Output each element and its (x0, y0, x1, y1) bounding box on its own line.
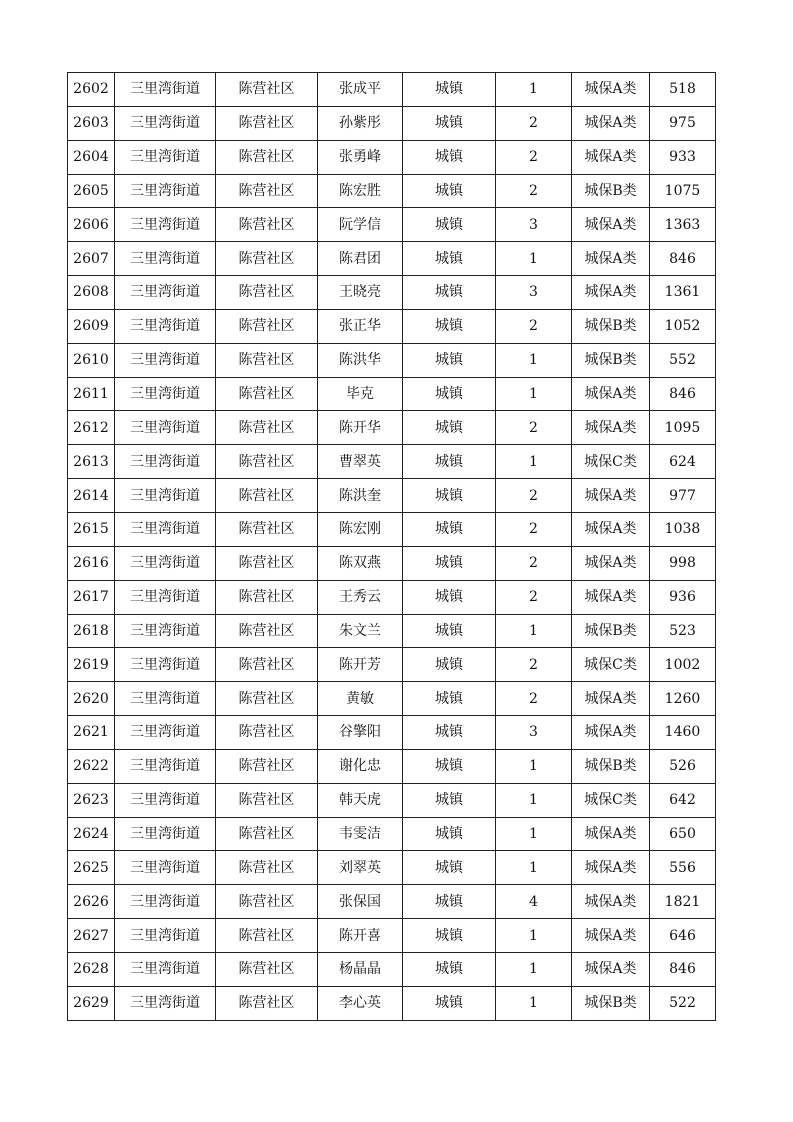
area-type-cell: 城镇 (403, 276, 496, 310)
assistance-type-cell: 城保A类 (572, 276, 650, 310)
community-cell: 陈营社区 (216, 343, 318, 377)
community-cell: 陈营社区 (216, 377, 318, 411)
street-cell: 三里湾街道 (115, 546, 216, 580)
name-cell: 陈开芳 (318, 648, 403, 682)
area-type-cell: 城镇 (403, 817, 496, 851)
assistance-type-cell: 城保A类 (572, 512, 650, 546)
amount-cell: 1038 (650, 512, 716, 546)
assistance-type-cell: 城保A类 (572, 208, 650, 242)
amount-cell: 1363 (650, 208, 716, 242)
household-size-cell: 2 (496, 512, 572, 546)
table-row (68, 208, 716, 242)
assistance-type-cell: 城保A类 (572, 140, 650, 174)
assistance-type-cell: 城保C类 (572, 445, 650, 479)
street-cell: 三里湾街道 (115, 411, 216, 445)
amount-cell: 1460 (650, 716, 716, 750)
assistance-type-cell: 城保A类 (572, 242, 650, 276)
assistance-type-cell: 城保A类 (572, 851, 650, 885)
area-type-cell: 城镇 (403, 73, 496, 107)
community-cell: 陈营社区 (216, 783, 318, 817)
name-cell: 张正华 (318, 309, 403, 343)
street-cell: 三里湾街道 (115, 309, 216, 343)
amount-cell: 1075 (650, 174, 716, 208)
name-cell: 谷擎阳 (318, 716, 403, 750)
area-type-cell: 城镇 (403, 377, 496, 411)
community-cell: 陈营社区 (216, 140, 318, 174)
assistance-type-cell: 城保B类 (572, 309, 650, 343)
street-cell: 三里湾街道 (115, 106, 216, 140)
name-cell: 陈宏刚 (318, 512, 403, 546)
amount-cell: 977 (650, 479, 716, 513)
community-cell: 陈营社区 (216, 885, 318, 919)
street-cell: 三里湾街道 (115, 580, 216, 614)
community-cell: 陈营社区 (216, 986, 318, 1020)
name-cell: 陈宏胜 (318, 174, 403, 208)
amount-cell: 522 (650, 986, 716, 1020)
assistance-type-cell: 城保B类 (572, 749, 650, 783)
household-size-cell: 1 (496, 377, 572, 411)
household-size-cell: 2 (496, 174, 572, 208)
row-number-cell: 2623 (68, 783, 115, 817)
row-number-cell: 2629 (68, 986, 115, 1020)
table-row (68, 106, 716, 140)
table-row (68, 512, 716, 546)
street-cell: 三里湾街道 (115, 648, 216, 682)
street-cell: 三里湾街道 (115, 445, 216, 479)
household-size-cell: 1 (496, 343, 572, 377)
assistance-type-cell: 城保A类 (572, 411, 650, 445)
name-cell: 张成平 (318, 73, 403, 107)
community-cell: 陈营社区 (216, 106, 318, 140)
name-cell: 杨晶晶 (318, 952, 403, 986)
name-cell: 陈开华 (318, 411, 403, 445)
assistance-type-cell: 城保A类 (572, 479, 650, 513)
community-cell: 陈营社区 (216, 174, 318, 208)
community-cell: 陈营社区 (216, 242, 318, 276)
name-cell: 朱文兰 (318, 614, 403, 648)
roster-body (68, 73, 716, 1021)
household-size-cell: 3 (496, 208, 572, 242)
street-cell: 三里湾街道 (115, 73, 216, 107)
community-cell: 陈营社区 (216, 445, 318, 479)
street-cell: 三里湾街道 (115, 276, 216, 310)
street-cell: 三里湾街道 (115, 919, 216, 953)
row-number-cell: 2618 (68, 614, 115, 648)
street-cell: 三里湾街道 (115, 140, 216, 174)
name-cell: 曹翠英 (318, 445, 403, 479)
amount-cell: 646 (650, 919, 716, 953)
amount-cell: 1002 (650, 648, 716, 682)
area-type-cell: 城镇 (403, 242, 496, 276)
name-cell: 陈双燕 (318, 546, 403, 580)
row-number-cell: 2624 (68, 817, 115, 851)
household-size-cell: 2 (496, 648, 572, 682)
community-cell: 陈营社区 (216, 614, 318, 648)
area-type-cell: 城镇 (403, 749, 496, 783)
street-cell: 三里湾街道 (115, 851, 216, 885)
amount-cell: 998 (650, 546, 716, 580)
community-cell: 陈营社区 (216, 208, 318, 242)
table-row (68, 614, 716, 648)
row-number-cell: 2612 (68, 411, 115, 445)
amount-cell: 552 (650, 343, 716, 377)
area-type-cell: 城镇 (403, 208, 496, 242)
row-number-cell: 2626 (68, 885, 115, 919)
name-cell: 陈开喜 (318, 919, 403, 953)
area-type-cell: 城镇 (403, 546, 496, 580)
community-cell: 陈营社区 (216, 309, 318, 343)
amount-cell: 1095 (650, 411, 716, 445)
area-type-cell: 城镇 (403, 614, 496, 648)
street-cell: 三里湾街道 (115, 716, 216, 750)
household-size-cell: 2 (496, 479, 572, 513)
street-cell: 三里湾街道 (115, 817, 216, 851)
amount-cell: 518 (650, 73, 716, 107)
area-type-cell: 城镇 (403, 309, 496, 343)
row-number-cell: 2610 (68, 343, 115, 377)
street-cell: 三里湾街道 (115, 682, 216, 716)
assistance-type-cell: 城保A类 (572, 546, 650, 580)
amount-cell: 1821 (650, 885, 716, 919)
community-cell: 陈营社区 (216, 817, 318, 851)
table-row (68, 919, 716, 953)
household-size-cell: 1 (496, 242, 572, 276)
row-number-cell: 2607 (68, 242, 115, 276)
assistance-type-cell: 城保A类 (572, 73, 650, 107)
amount-cell: 1260 (650, 682, 716, 716)
amount-cell: 624 (650, 445, 716, 479)
row-number-cell: 2619 (68, 648, 115, 682)
community-cell: 陈营社区 (216, 648, 318, 682)
amount-cell: 523 (650, 614, 716, 648)
table-row (68, 648, 716, 682)
table-row (68, 682, 716, 716)
assistance-type-cell: 城保A类 (572, 377, 650, 411)
area-type-cell: 城镇 (403, 174, 496, 208)
name-cell: 毕克 (318, 377, 403, 411)
amount-cell: 1361 (650, 276, 716, 310)
roster-table (67, 72, 716, 1021)
assistance-type-cell: 城保C类 (572, 783, 650, 817)
street-cell: 三里湾街道 (115, 208, 216, 242)
row-number-cell: 2611 (68, 377, 115, 411)
assistance-type-cell: 城保A类 (572, 106, 650, 140)
table-row (68, 952, 716, 986)
name-cell: 张勇峰 (318, 140, 403, 174)
table-row (68, 377, 716, 411)
household-size-cell: 1 (496, 851, 572, 885)
table-row (68, 309, 716, 343)
assistance-type-cell: 城保B类 (572, 174, 650, 208)
table-row (68, 783, 716, 817)
row-number-cell: 2621 (68, 716, 115, 750)
assistance-type-cell: 城保A类 (572, 885, 650, 919)
area-type-cell: 城镇 (403, 140, 496, 174)
community-cell: 陈营社区 (216, 716, 318, 750)
community-cell: 陈营社区 (216, 73, 318, 107)
name-cell: 孙紫彤 (318, 106, 403, 140)
table-row (68, 479, 716, 513)
table-row (68, 851, 716, 885)
amount-cell: 846 (650, 952, 716, 986)
household-size-cell: 1 (496, 445, 572, 479)
name-cell: 陈君团 (318, 242, 403, 276)
area-type-cell: 城镇 (403, 648, 496, 682)
assistance-type-cell: 城保A类 (572, 682, 650, 716)
row-number-cell: 2627 (68, 919, 115, 953)
street-cell: 三里湾街道 (115, 343, 216, 377)
row-number-cell: 2615 (68, 512, 115, 546)
area-type-cell: 城镇 (403, 411, 496, 445)
name-cell: 阮学信 (318, 208, 403, 242)
street-cell: 三里湾街道 (115, 479, 216, 513)
row-number-cell: 2604 (68, 140, 115, 174)
row-number-cell: 2616 (68, 546, 115, 580)
household-size-cell: 1 (496, 986, 572, 1020)
area-type-cell: 城镇 (403, 106, 496, 140)
table-row (68, 174, 716, 208)
assistance-type-cell: 城保A类 (572, 952, 650, 986)
name-cell: 韦雯洁 (318, 817, 403, 851)
table-row (68, 817, 716, 851)
name-cell: 谢化忠 (318, 749, 403, 783)
name-cell: 王秀云 (318, 580, 403, 614)
area-type-cell: 城镇 (403, 952, 496, 986)
name-cell: 陈洪华 (318, 343, 403, 377)
name-cell: 张保国 (318, 885, 403, 919)
community-cell: 陈营社区 (216, 952, 318, 986)
street-cell: 三里湾街道 (115, 174, 216, 208)
assistance-type-cell: 城保A类 (572, 817, 650, 851)
household-size-cell: 3 (496, 276, 572, 310)
row-number-cell: 2628 (68, 952, 115, 986)
assistance-type-cell: 城保B类 (572, 614, 650, 648)
amount-cell: 642 (650, 783, 716, 817)
community-cell: 陈营社区 (216, 919, 318, 953)
assistance-type-cell: 城保A类 (572, 716, 650, 750)
household-size-cell: 2 (496, 546, 572, 580)
household-size-cell: 1 (496, 614, 572, 648)
area-type-cell: 城镇 (403, 580, 496, 614)
table-row (68, 749, 716, 783)
street-cell: 三里湾街道 (115, 377, 216, 411)
row-number-cell: 2620 (68, 682, 115, 716)
row-number-cell: 2606 (68, 208, 115, 242)
community-cell: 陈营社区 (216, 546, 318, 580)
street-cell: 三里湾街道 (115, 952, 216, 986)
household-size-cell: 1 (496, 783, 572, 817)
name-cell: 刘翠英 (318, 851, 403, 885)
household-size-cell: 2 (496, 411, 572, 445)
assistance-type-cell: 城保A类 (572, 919, 650, 953)
assistance-type-cell: 城保A类 (572, 580, 650, 614)
amount-cell: 650 (650, 817, 716, 851)
street-cell: 三里湾街道 (115, 783, 216, 817)
community-cell: 陈营社区 (216, 749, 318, 783)
household-size-cell: 1 (496, 817, 572, 851)
area-type-cell: 城镇 (403, 783, 496, 817)
area-type-cell: 城镇 (403, 682, 496, 716)
household-size-cell: 1 (496, 952, 572, 986)
table-row (68, 73, 716, 107)
amount-cell: 933 (650, 140, 716, 174)
row-number-cell: 2605 (68, 174, 115, 208)
area-type-cell: 城镇 (403, 343, 496, 377)
street-cell: 三里湾街道 (115, 986, 216, 1020)
table-row (68, 445, 716, 479)
street-cell: 三里湾街道 (115, 242, 216, 276)
street-cell: 三里湾街道 (115, 885, 216, 919)
table-row (68, 986, 716, 1020)
table-row (68, 716, 716, 750)
amount-cell: 556 (650, 851, 716, 885)
row-number-cell: 2614 (68, 479, 115, 513)
row-number-cell: 2622 (68, 749, 115, 783)
row-number-cell: 2608 (68, 276, 115, 310)
community-cell: 陈营社区 (216, 682, 318, 716)
street-cell: 三里湾街道 (115, 614, 216, 648)
amount-cell: 975 (650, 106, 716, 140)
street-cell: 三里湾街道 (115, 749, 216, 783)
community-cell: 陈营社区 (216, 580, 318, 614)
area-type-cell: 城镇 (403, 716, 496, 750)
household-size-cell: 3 (496, 716, 572, 750)
table-row (68, 580, 716, 614)
area-type-cell: 城镇 (403, 851, 496, 885)
household-size-cell: 2 (496, 682, 572, 716)
row-number-cell: 2613 (68, 445, 115, 479)
table-row (68, 140, 716, 174)
table-row (68, 885, 716, 919)
amount-cell: 846 (650, 377, 716, 411)
area-type-cell: 城镇 (403, 986, 496, 1020)
table-row (68, 276, 716, 310)
street-cell: 三里湾街道 (115, 512, 216, 546)
community-cell: 陈营社区 (216, 276, 318, 310)
household-size-cell: 1 (496, 73, 572, 107)
table-row (68, 546, 716, 580)
community-cell: 陈营社区 (216, 851, 318, 885)
table-row (68, 343, 716, 377)
amount-cell: 936 (650, 580, 716, 614)
amount-cell: 1052 (650, 309, 716, 343)
assistance-type-cell: 城保B类 (572, 986, 650, 1020)
table-row (68, 242, 716, 276)
area-type-cell: 城镇 (403, 445, 496, 479)
household-size-cell: 4 (496, 885, 572, 919)
area-type-cell: 城镇 (403, 919, 496, 953)
community-cell: 陈营社区 (216, 411, 318, 445)
name-cell: 韩天虎 (318, 783, 403, 817)
row-number-cell: 2625 (68, 851, 115, 885)
area-type-cell: 城镇 (403, 512, 496, 546)
table-row (68, 411, 716, 445)
community-cell: 陈营社区 (216, 479, 318, 513)
household-size-cell: 1 (496, 919, 572, 953)
household-size-cell: 1 (496, 749, 572, 783)
household-size-cell: 2 (496, 580, 572, 614)
area-type-cell: 城镇 (403, 885, 496, 919)
assistance-type-cell: 城保B类 (572, 343, 650, 377)
community-cell: 陈营社区 (216, 512, 318, 546)
name-cell: 王晓亮 (318, 276, 403, 310)
row-number-cell: 2602 (68, 73, 115, 107)
household-size-cell: 2 (496, 140, 572, 174)
name-cell: 陈洪奎 (318, 479, 403, 513)
row-number-cell: 2609 (68, 309, 115, 343)
row-number-cell: 2617 (68, 580, 115, 614)
row-number-cell: 2603 (68, 106, 115, 140)
household-size-cell: 2 (496, 309, 572, 343)
name-cell: 黄敏 (318, 682, 403, 716)
name-cell: 李心英 (318, 986, 403, 1020)
amount-cell: 846 (650, 242, 716, 276)
area-type-cell: 城镇 (403, 479, 496, 513)
amount-cell: 526 (650, 749, 716, 783)
assistance-type-cell: 城保C类 (572, 648, 650, 682)
household-size-cell: 2 (496, 106, 572, 140)
